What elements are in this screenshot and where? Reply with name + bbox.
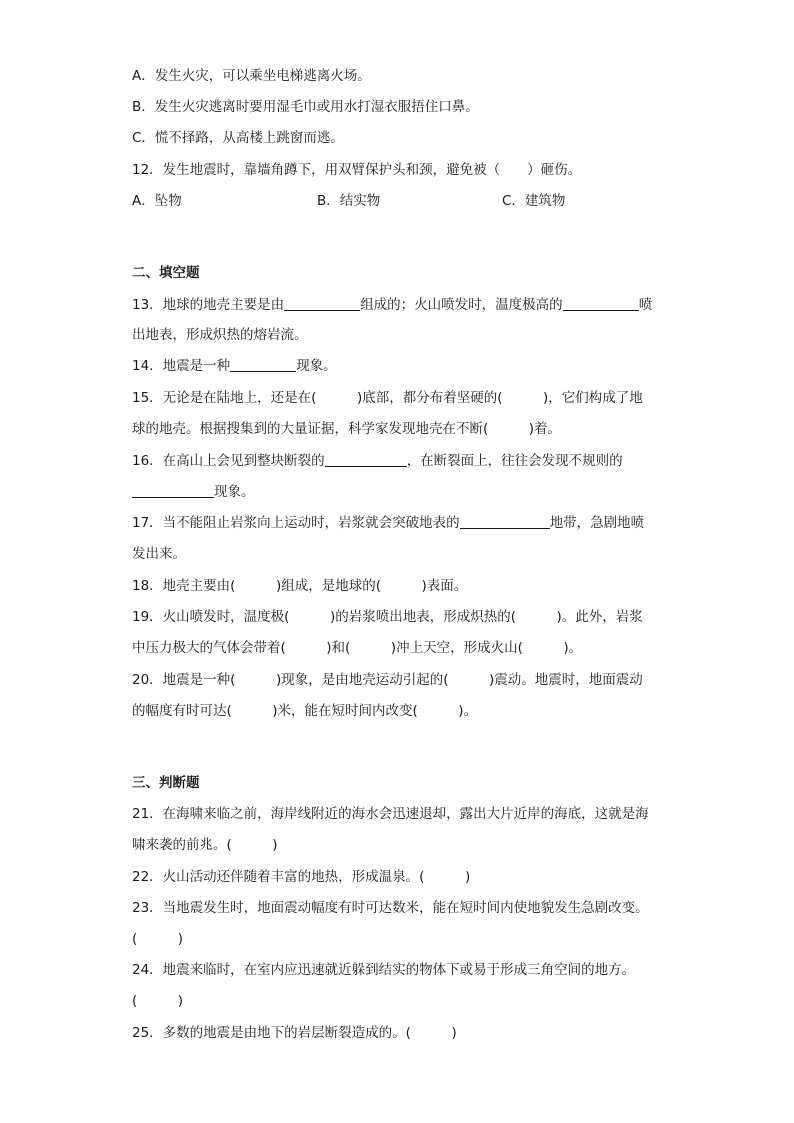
q11-option-c: C．慌不择路，从高楼上跳窗而逃。 (132, 130, 344, 146)
q19-line-1: 19．火山喷发时，温度极( )的岩浆喷出地表，形成炽热的( )。此外，岩浆 (132, 609, 643, 625)
q17-blank[interactable] (460, 514, 550, 529)
q13-text-b: 组成的；火山喷发时，温度极高的 (360, 297, 563, 313)
q23-line-2: ( ) (132, 931, 184, 947)
q17-text-b: 地带，急剧地喷 (549, 515, 645, 531)
q14-text-b: 现象。 (296, 358, 337, 374)
q16-line-2 (132, 482, 255, 502)
q15-line-1: 15．无论是在陆地上，还是在( )底部，都分布着坚硬的( )，它们构成了地 (132, 390, 643, 406)
q16-text-a: 16．在高山上会见到整块断裂的 (132, 453, 325, 469)
q14-blank[interactable] (230, 357, 296, 372)
q17-text-a: 17．当不能阻止岩浆向上运动时，岩浆就会突破地表的 (132, 515, 460, 531)
q12-option-b: B．结实物 (317, 193, 381, 209)
q24-line-2: ( ) (132, 993, 184, 1009)
q16-text-c: 现象。 (214, 484, 255, 500)
q23-line-1: 23．当地震发生时，地面震动幅度有时可达数米，能在短时间内使地貌发生急剧改变。 (132, 900, 649, 916)
q22-line: 22．火山活动还伴随着丰富的地热，形成温泉。( ) (132, 869, 471, 885)
section-2-title: 二、填空题 (132, 265, 200, 281)
q13-line-1 (132, 295, 652, 315)
q12-option-c: C．建筑物 (502, 193, 566, 209)
q24-line-1: 24．地震来临时，在室内应迅速就近躲到结实的物体下或易于形成三角空间的地方。 (132, 962, 636, 978)
q19-line-2: 中压力极大的气体会带着( )和( )冲上天空，形成火山( )。 (132, 640, 583, 656)
q16-line-1 (132, 451, 623, 471)
q13-line-2: 出地表，形成炽热的熔岩流。 (132, 327, 308, 343)
q16-blank-2[interactable] (132, 483, 214, 498)
q14-text-a: 14．地震是一种 (132, 358, 231, 374)
q17-line-2: 发出来。 (132, 546, 186, 562)
q12-option-a: A．坠物 (132, 193, 182, 209)
q12-stem: 12．发生地震时，靠墙角蹲下，用双臂保护头和颈，避免被（ ）砸伤。 (132, 162, 582, 178)
q14-line (132, 356, 337, 376)
q18-line: 18．地壳主要由( )组成，是地球的( )表面。 (132, 578, 468, 594)
q13-text-a: 13．地球的地壳主要是由 (132, 297, 285, 313)
q21-line-2: 啸来袭的前兆。( ) (132, 837, 278, 853)
q21-line-1: 21．在海啸来临之前，海岸线附近的海水会迅速退却，露出大片近岸的海底，这就是海 (132, 806, 649, 822)
q20-line-2: 的幅度有时可达( )米，能在短时间内改变( )。 (132, 703, 478, 719)
q13-blank-1[interactable] (284, 296, 360, 311)
q13-blank-2[interactable] (563, 296, 639, 311)
q20-line-1: 20．地震是一种( )现象，是由地壳运动引起的( )震动。地震时，地面震动 (132, 672, 643, 688)
section-3-title: 三、判断题 (132, 775, 200, 791)
q11-option-b: B．发生火灾逃离时要用湿毛巾或用水打湿衣服捂住口鼻。 (132, 99, 479, 115)
q17-line-1 (132, 513, 644, 533)
q11-option-a: A．发生火灾，可以乘坐电梯逃离火场。 (132, 68, 371, 84)
q25-line: 25．多数的地震是由地下的岩层断裂造成的。( ) (132, 1025, 457, 1041)
q16-text-b: ，在断裂面上，往往会发现不规则的 (406, 453, 623, 469)
q16-blank-1[interactable] (325, 452, 407, 467)
q15-line-2: 球的地壳。根据搜集到的大量证据，科学家发现地壳在不断( )着。 (132, 421, 562, 437)
q13-text-c: 喷 (638, 297, 653, 313)
